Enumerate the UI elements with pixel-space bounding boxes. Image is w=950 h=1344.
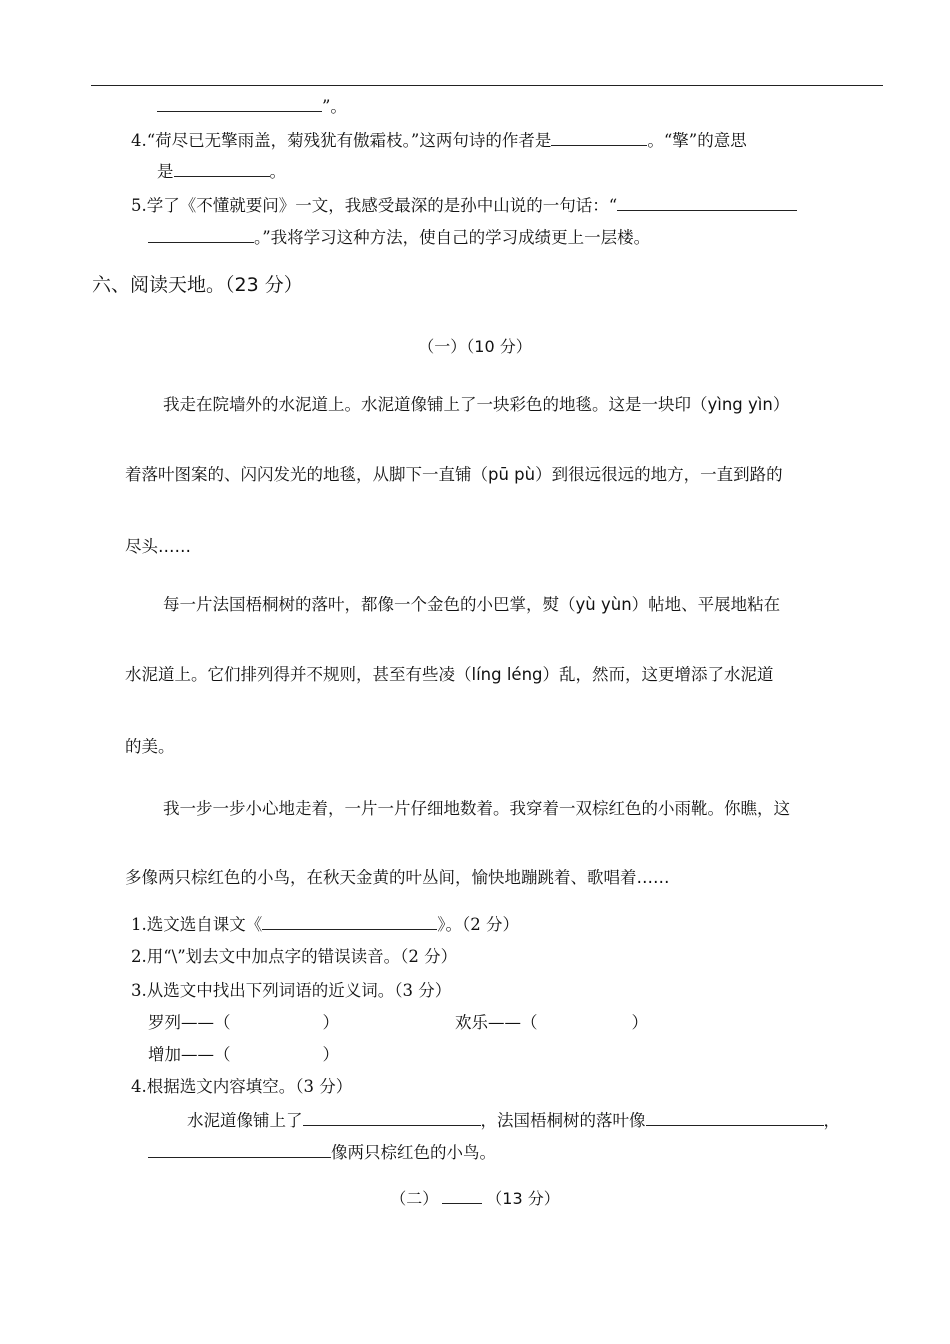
answer-blank[interactable] <box>157 96 322 112</box>
question-5-line2: 。”我将学习这种方法，使自己的学习成绩更上一层楼。 <box>148 227 650 249</box>
question-4: 4.“荷尽已无擎雨盖，菊残犹有傲霜枝。”这两句诗的作者是 。“擎”的意思 <box>131 131 747 150</box>
answer-blank-carpet[interactable] <box>303 1110 481 1126</box>
passage-p3-line2: 多像两只棕红色的小鸟，在秋天金黄的叶丛间，愉快地蹦跳着、歌唱着…… <box>125 868 670 887</box>
question-number: 4. <box>131 131 147 150</box>
part-one-title: （一）（10 分） <box>418 337 532 356</box>
passage-p2-line3: 的美。 <box>125 737 175 756</box>
reading-question-4: 4.根据选文内容填空。（3 分） <box>131 1077 353 1096</box>
passage-p2-line2: 水泥道上。它们排列得并不规则，甚至有些凌（líng léng）乱，然而，这更增添了水泥道 <box>125 665 774 684</box>
reading-question-2: 2.用“\”划去文中加点字的错误读音。（2 分） <box>131 947 458 966</box>
answer-blank-leaf[interactable] <box>646 1110 824 1126</box>
answer-blank-boots[interactable] <box>148 1142 331 1158</box>
synonym-item-1: 罗列——（ ） <box>148 1013 339 1032</box>
answer-blank-title[interactable] <box>442 1188 482 1204</box>
answer-blank-lesson[interactable] <box>262 914 437 930</box>
reading-question-1: 1.选文选自课文《 》。（2 分） <box>131 915 519 934</box>
answer-blank-quote-cont[interactable] <box>148 227 254 243</box>
answer-blank-author[interactable] <box>551 130 647 146</box>
synonym-item-2: 欢乐——（ ） <box>455 1013 648 1032</box>
question-4-line2: 是 。 <box>157 162 286 181</box>
synonym-item-3: 增加——（ ） <box>148 1045 339 1064</box>
answer-blank-meaning[interactable] <box>174 161 270 177</box>
passage-p1-line1: 我走在院墙外的水泥道上。水泥道像铺上了一块彩色的地毯。这是一块印（yìng yìn） <box>163 395 790 414</box>
fill-line-1: 水泥道像铺上了 ，法国梧桐树的落叶像 ， <box>187 1111 840 1130</box>
prev-question-fragment: ”。 <box>157 96 347 118</box>
question-number: 5. <box>131 196 147 215</box>
passage-p1-line2: 着落叶图案的、闪闪发光的地毯，从脚下一直铺（pū pù）到很远很远的地方，一直到路的 <box>125 465 783 484</box>
answer-blank-quote[interactable] <box>617 195 797 211</box>
fill-line-2: 像两只棕红色的小鸟。 <box>148 1142 496 1164</box>
part-two-title: （二） （13 分） <box>390 1189 560 1208</box>
passage-p3-line1: 我一步一步小心地走着，一片一片仔细地数着。我穿着一双棕红色的小雨靴。你瞧，这 <box>163 799 790 818</box>
reading-question-3: 3.从选文中找出下列词语的近义词。（3 分） <box>131 981 452 1000</box>
passage-p1-line3: 尽头…… <box>125 537 191 556</box>
section-heading: 六、阅读天地。（23 分） <box>92 274 303 296</box>
question-5: 5.学了《不懂就要问》一文，我感受最深的是孙中山说的一句话：“ <box>131 195 797 217</box>
passage-p2-line1: 每一片法国梧桐树的落叶，都像一个金色的小巴掌，熨（yù yùn）帖地、平展地粘在 <box>163 595 781 614</box>
header-rule <box>91 85 883 86</box>
